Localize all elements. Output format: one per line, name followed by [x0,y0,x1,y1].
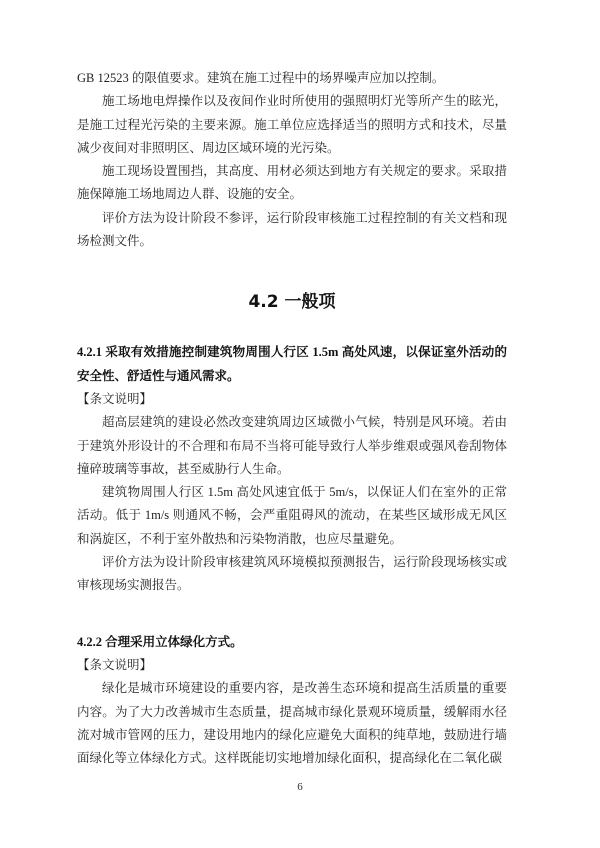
clause-explanation-label: 【条文说明】 [77,657,153,672]
body-paragraph: 施工场地电焊操作以及夜间作业时所使用的强照明灯光等所产生的眩光，是施工过程光污染的主要来源。施工单位应选择适当的照明方式和技术，尽量减少夜间对非照明区、周边区域环境的光污染。 [77,94,507,155]
chapter-heading-4-2: 4.2 一般项 [248,292,336,313]
body-paragraph: 绿化是城市环境建设的重要内容，是改善生态环境和提高生活质量的重要内容。为了大力改善城市生态质量，提高城市绿化景观环境质量，缓解雨水径流对城市管网的压力，建设用地内的绿化应避免大面积的纯草地，鼓励进行墙面绿化等立体绿化方式。这样既能切实地增加绿化面积，提高绿化在二氧化碳 [77,681,507,766]
section-heading-4-2-2: 4.2.2 合理采用立体绿化方式。 [77,634,243,649]
document-content [77,0,507,770]
body-paragraph: 评价方法为设计阶段不参评，运行阶段审核施工过程控制的有关文档和现场检测文件。 [77,210,507,249]
body-paragraph: 建筑物周围人行区 1.5m 高处风速宜低于 5m/s，以保证人们在室外的正常活动。低于 1m/s 则通风不畅，会严重阻碍风的流动，在某些区域形成无风区和涡旋区，不利于室外散热和污染物消散，也应尽量避免。 [77,485,507,546]
body-paragraph: GB 12523 的限值要求。建筑在施工过程中的场界噪声应加以控制。 [77,71,445,85]
section-heading-4-2-1: 4.2.1 采取有效措施控制建筑物周围人行区 1.5m 高处风速，以保证室外活动的安全性、舒适性与通风需求。 [77,345,507,383]
body-paragraph: 超高层建筑的建设必然改变建筑周边区域微小气候，特别是风环境。若由于建筑外形设计的不合理和布局不当将可能导致行人举步维艰或强风卷刮物体撞碎玻璃等事故，甚至威胁行人生命。 [77,415,507,476]
page-number: 6 [297,781,303,793]
body-paragraph: 施工现场设置围挡，其高度、用材必须达到地方有关规定的要求。采取措施保障施工场地周边人群、设施的安全。 [77,164,507,202]
body-paragraph: 评价方法为设计阶段审核建筑风环境模拟预测报告，运行阶段现场核实或审核现场实测报告。 [77,555,507,593]
clause-explanation-label: 【条文说明】 [77,391,153,406]
